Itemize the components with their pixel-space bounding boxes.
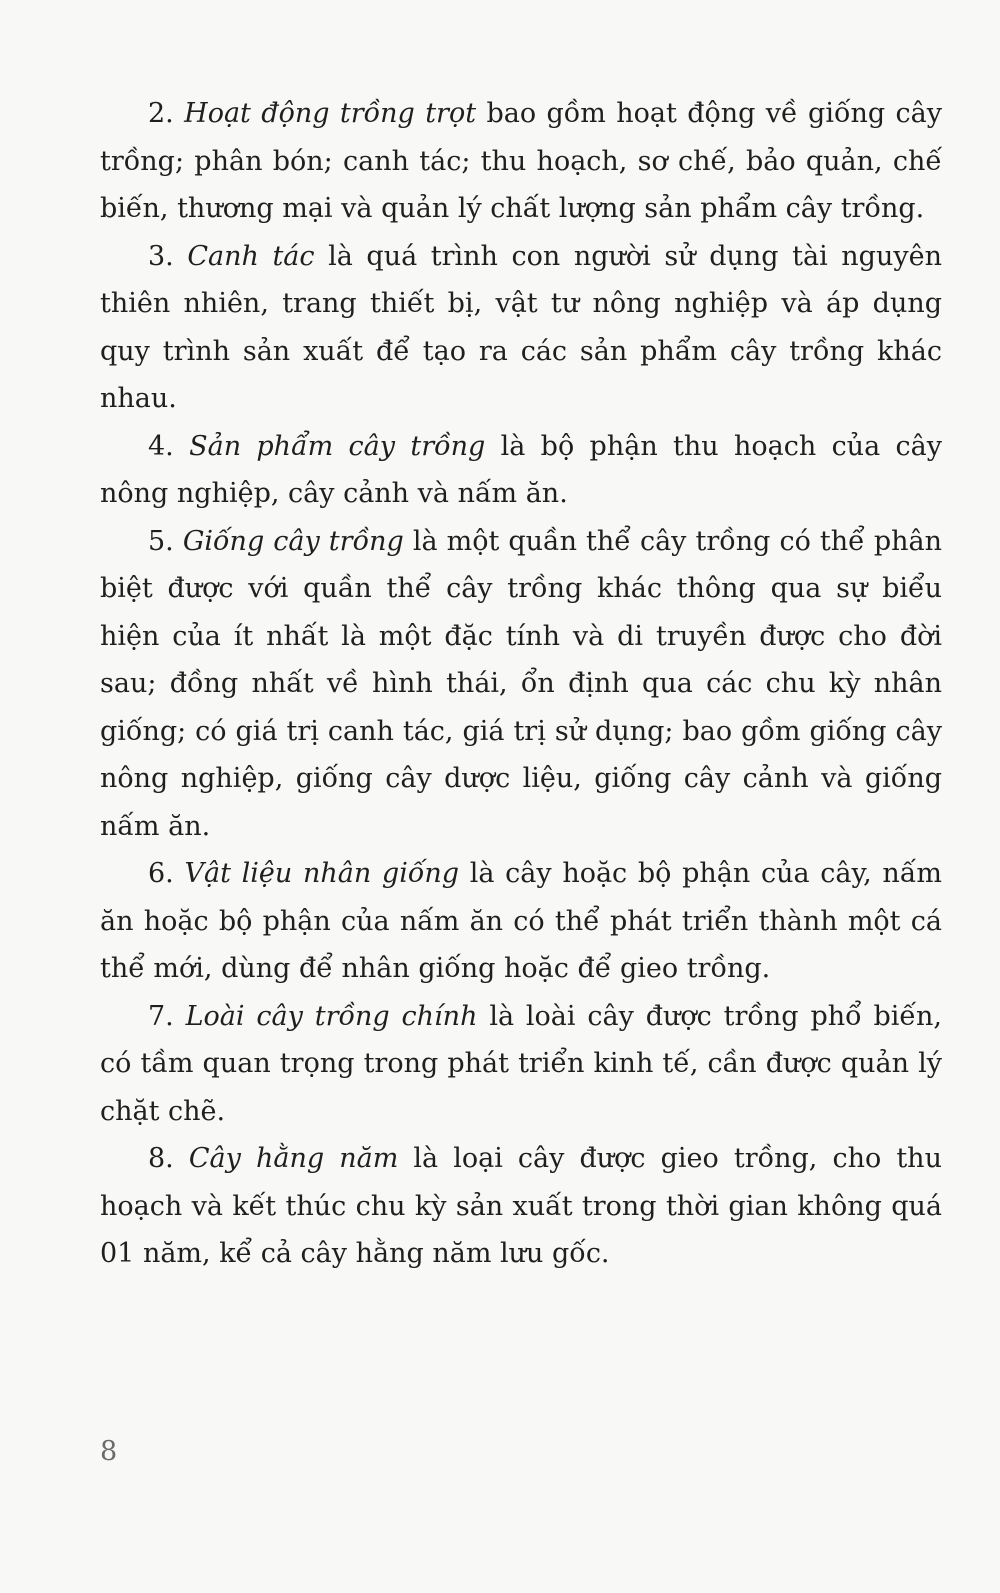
definition-7: [100, 993, 942, 1136]
definition-number: 7.: [148, 1000, 174, 1032]
definition-text: là loại cây được gieo trồng, cho thu hoạch và kết thúc chu kỳ sản xuất trong thời gian không quá 01 năm, kể cả cây hằng năm lưu gốc.: [100, 1143, 942, 1269]
definition-8: [100, 1135, 942, 1278]
defined-term: Vật liệu nhân giống: [184, 858, 460, 889]
definition-number: 2.: [148, 98, 174, 129]
defined-term: Loài cây trồng chính: [185, 1000, 478, 1032]
definition-number: 4.: [148, 430, 174, 462]
definition-number: 6.: [148, 858, 174, 889]
definitions-text: [100, 90, 942, 1278]
definition-number: 3.: [148, 240, 174, 272]
definition-4: [100, 423, 942, 518]
definition-text: là bộ phận thu hoạch của cây nông nghiệp, cây cảnh và nấm ăn.: [100, 430, 942, 509]
definition-number: 8.: [148, 1143, 174, 1174]
definition-text: bao gồm hoạt động về giống cây trồng; phân bón; canh tác; thu hoạch, sơ chế, bảo quản, chế biến, thương mại và quản lý chất lượng sản phẩm cây trồng.: [100, 98, 942, 224]
definition-number: 5.: [148, 525, 174, 557]
defined-term: Sản phẩm cây trồng: [189, 430, 486, 462]
definition-2: [100, 90, 942, 233]
definition-text: là loài cây được trồng phổ biến, có tầm quan trọng trong phát triển kinh tế, cần được quản lý chặt chẽ.: [100, 1000, 942, 1127]
page-number: 8: [100, 1436, 118, 1467]
definition-3: [100, 233, 942, 423]
definition-5: [100, 518, 942, 851]
defined-term: Canh tác: [187, 240, 315, 272]
definition-text: là cây hoặc bộ phận của cây, nấm ăn hoặc bộ phận của nấm ăn có thể phát triển thành một cá thể mới, dùng để nhân giống hoặc để gieo trồng.: [100, 858, 942, 984]
defined-term: Cây hằng năm: [188, 1143, 399, 1174]
defined-term: Giống cây trồng: [182, 525, 404, 557]
definition-text: là một quần thể cây trồng có thể phân biệt được với quần thể cây trồng khác thông qua sự biểu hiện của ít nhất là một đặc tính và di truyền được cho đời sau; đồng nhất về hình thái, ổn định qua các chu kỳ nhân giống; có giá trị canh tác, giá trị sử dụng; bao gồm giống cây nông nghiệp, giống cây dược liệu, giống cây cảnh và giống nấm ăn.: [100, 525, 942, 842]
defined-term: Hoạt động trồng trọt: [184, 98, 477, 129]
definition-6: [100, 850, 942, 993]
definition-text: là quá trình con người sử dụng tài nguyên thiên nhiên, trang thiết bị, vật tư nông nghiệp và áp dụng quy trình sản xuất để tạo ra các sản phẩm cây trồng khác nhau.: [100, 240, 942, 414]
